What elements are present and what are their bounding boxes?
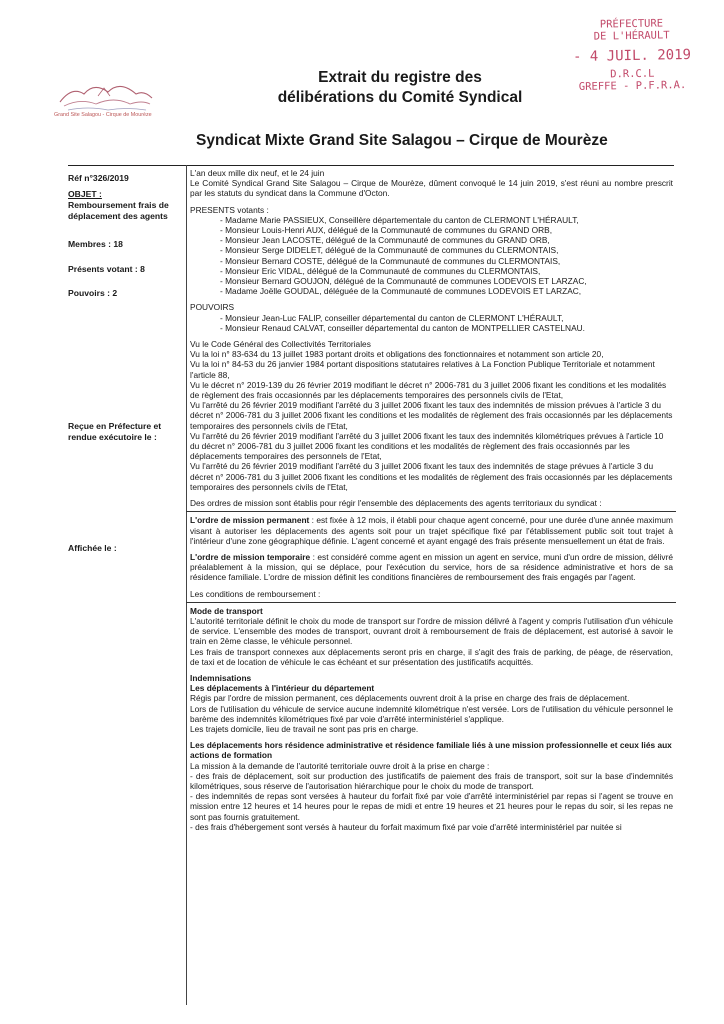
list-item: - Madame Marie PASSIEUX, Conseillère départementale du canton de CLERMONT L'HÉRAULT, <box>220 215 673 225</box>
syndicat-subtitle: Syndicat Mixte Grand Site Salagou – Cirque de Mourèze <box>196 132 608 149</box>
vu-item: Vu la loi n° 84-53 du 26 janvier 1984 portant dispositions statutaires relatives à La Fonction Publique Territoriale et notamment l'article 88, <box>190 359 655 380</box>
transport-text-2: Les frais de transport connexes aux déplacements seront pris en charge, il s'agit des frais de parking, de péage, de réservation, de taxi et de location de véhicule le cas échéant et sur présentation des justificatifs acquittés. <box>190 646 673 667</box>
title-line-2: délibérations du Comité Syndical <box>277 89 523 106</box>
presents-count: Présents votant : 8 <box>68 264 145 274</box>
vu-item: Vu le Code Général des Collectivités Territoriales <box>190 339 371 350</box>
list-item: - Madame Joëlle GOUDAL, déléguée de la Communauté de communes LODEVOIS ET LARZAC, <box>220 286 673 296</box>
recue-prefecture-label: Reçue en Préfecture et rendue exécutoire le : <box>68 421 162 442</box>
indemnisations-title: Indemnisations <box>190 672 252 683</box>
transport-text-1: L'autorité territoriale définit le choix du mode de transport sur l'ordre de mission délivré à l'agent y compris l'utilisation d'un véhicule de service. L'ensemble des modes de transport, ouvrant droit à remboursement de frais de déplacement, est autorisé à savoir le train en 2ème classe, le véhicule personnel. <box>190 615 673 647</box>
pouvoirs-list <box>190 313 673 333</box>
ordre-permanent-title: L'ordre de mission permanent <box>190 515 310 526</box>
column-divider <box>186 165 187 1005</box>
interieur-text-1: Régis par l'ordre de mission permanent, ces déplacements ouvrent droit à la prise en charge des frais de déplacement. <box>190 693 630 704</box>
ordre-temporaire-text: : est considéré comme agent en mission un agent en service, muni d'un ordre de mission, délivré préalablement à la mission, qui se déplace, pour l'exécution du service, hors de sa résidence administrative et hors de sa résidence familiale. L'ordre de mission définit les conditions financières de remboursement des frais engagés par l'agent. <box>190 551 673 583</box>
hors-residence-item: - des frais de déplacement, soit sur production des justificatifs de paiement des frais de transport, soit sur la base d'indemnités kilométriques, sous réserve de l'autorisation hiérarchique pour le choix du mode de transport. <box>190 770 673 791</box>
section-divider <box>186 511 676 512</box>
vu-item: Vu l'arrêté du 26 février 2019 modifiant l'arrêté du 3 juillet 2006 fixant les taux des indemnités de mission prévues à l'article 3 du décret n° 2006-781 du 3 juillet 2006 fixant les conditions et les modalités de règlement des frais occasionnés par les déplacements temporaires des personnels civils de l'Etat, <box>190 400 673 431</box>
stamp-line-herault: DE L'HÉRAULT <box>593 29 670 43</box>
vu-item: Vu la loi n° 83-634 du 13 juillet 1983 portant droits et obligations des fonctionnaires et notamment son article 20, <box>190 349 604 360</box>
list-item: - Monsieur Louis-Henri AUX, délégué de la Communauté de communes du GRAND ORB, <box>220 225 673 235</box>
ordre-permanent-text: : est fixée à 12 mois, il établi pour chaque agent concerné, pour une durée d'une année maximum visant à autoriser les déplacements des agents soit pour un trajet spécifique fixé par l'établissement public soit tout trajet à l'intérieur d'une zone géographique définie. L'agent concerné et ayant engagé des frais présente mensuellement un état de frais. <box>190 515 673 546</box>
objet-text: Remboursement frais de déplacement des agents <box>68 200 169 221</box>
ordre-temporaire-title: L'ordre de mission temporaire <box>190 551 311 562</box>
objet-label: OBJET : <box>68 189 102 199</box>
interieur-title: Les déplacements à l'intérieur du département <box>190 683 375 694</box>
mountain-logo-icon <box>58 72 154 116</box>
stamp-line-greffe: GREFFE - P.F.R.A. <box>578 79 687 93</box>
stamp-line-prefecture: PRÉFECTURE <box>599 17 664 31</box>
intro-date: L'an deux mille dix neuf, et le 24 juin <box>190 168 325 178</box>
page-title <box>250 68 550 108</box>
intro-convocation: Le Comité Syndical Grand Site Salagou – Cirque de Mourèze, dûment convoqué le 14 juin 2019, s'est réuni au nombre prescrit par les statuts du syndicat dans la Commune d'Octon. <box>190 178 673 199</box>
grand-site-logo <box>58 72 154 132</box>
deliberation-body <box>190 168 673 832</box>
presents-list <box>190 215 673 297</box>
ordre-permanent-paragraph <box>190 515 673 546</box>
vu-item: Vu l'arrêté du 26 février 2019 modifiant l'arrêté du 3 juillet 2006 fixant les taux des indemnités de stage prévues à l'article 3 du décret n° 2006-781 du 3 juillet 2006 fixant les conditions et les modalités de règlement des frais occasionnés par les déplacements temporaires des personnels civils de l'Etat, <box>190 461 673 492</box>
pouvoirs-count: Pouvoirs : 2 <box>68 288 118 298</box>
list-item: - Monsieur Jean-Luc FALIP, conseiller départemental du canton de CLERMONT L'HÉRAULT, <box>220 313 673 323</box>
reference-number: Réf n°326/2019 <box>68 173 129 183</box>
pouvoirs-title: POUVOIRS <box>190 302 235 313</box>
transport-title: Mode de transport <box>190 605 263 616</box>
list-item: - Monsieur Bernard GOUJON, délégué de la Communauté de communes LODEVOIS ET LARZAC, <box>220 276 673 286</box>
presents-title: PRESENTS votants : <box>190 204 269 215</box>
list-item: - Monsieur Jean LACOSTE, délégué de la Communauté de communes du GRAND ORB, <box>220 235 673 245</box>
interieur-text-2: Lors de l'utilisation du véhicule de service aucune indemnité kilométrique n'est versée. Lors de l'utilisation du véhicule personnel le barème des indemnités kilométriques fixé par voie d'arrêté interministériel s'applique. <box>190 703 673 724</box>
list-item: - Monsieur Serge DIDELET, délégué de la Communauté de communes du CLERMONTAIS, <box>220 245 673 255</box>
hors-residence-item: - des indemnités de repas sont versées à hauteur du forfait fixé par voie d'arrêté interministériel par repas si l'agent se trouve en mission entre 12 heures et 14 heures pour le repas de midi et entre 19 heures et 21 heures pour le repas du soir, si les repas ne sont pas fournis gratuitement. <box>190 791 673 822</box>
logo-caption: Grand Site Salagou - Cirque de Mourèze <box>54 112 152 118</box>
hors-residence-title: Les déplacements hors résidence administrative et résidence familiale liés à une mission professionnelle et ceux liés aux actions de formation <box>190 740 672 761</box>
list-item: - Monsieur Bernard COSTE, délégué de la Communauté de communes du CLERMONTAIS, <box>220 256 673 266</box>
vu-item: Vu l'arrêté du 26 février 2019 modifiant l'arrêté du 3 juillet 2006 fixant les taux des indemnités kilométriques prévues à l'article 10 du décret n° 2006-781 du 3 juillet 2006 fixant les conditions et les modalités de règlement des frais occasionnés par les déplacements temporaires des personnels de l'Etat, <box>190 430 664 462</box>
affichee-label: Affichée le : <box>68 543 117 553</box>
membres-count: Membres : 18 <box>68 239 123 249</box>
ordre-temporaire-paragraph <box>190 552 673 583</box>
prefecture-stamp <box>551 17 712 94</box>
header-rule <box>68 165 674 166</box>
stamp-date: - 4 JUIL. 2019 <box>572 46 692 66</box>
title-line-1: Extrait du registre des <box>318 69 482 86</box>
list-item: - Monsieur Renaud CALVAT, conseiller départemental du canton de MONTPELLIER CASTELNAU. <box>220 323 673 333</box>
list-item: - Monsieur Eric VIDAL, délégué de la Communauté de communes du CLERMONTAIS, <box>220 266 673 276</box>
hors-residence-intro: La mission à la demande de l'autorité territoriale ouvre droit à la prise en charge : <box>190 760 490 771</box>
vu-item: Vu le décret n° 2019-139 du 26 février 2019 modifiant le décret n° 2006-781 du 3 juillet 2006 fixant les conditions et les modalités de règlement des frais occasionnés par les déplacements temporaires des personnels civils de l'Etat, <box>190 379 667 401</box>
interieur-text-3: Les trajets domicile, lieu de travail ne sont pas pris en charge. <box>190 723 419 734</box>
conditions-heading: Les conditions de remboursement : <box>190 588 321 599</box>
section-divider <box>186 602 676 603</box>
hors-residence-item: - des frais d'hébergement sont versés à hauteur du forfait maximum fixé par voie d'arrêté interministériel par nuitée si <box>190 821 622 832</box>
ordres-intro: Des ordres de mission sont établis pour régir l'ensemble des déplacements des agents territoriaux du syndicat : <box>190 498 602 509</box>
stamp-line-drcl: D.R.C.L <box>610 67 655 81</box>
